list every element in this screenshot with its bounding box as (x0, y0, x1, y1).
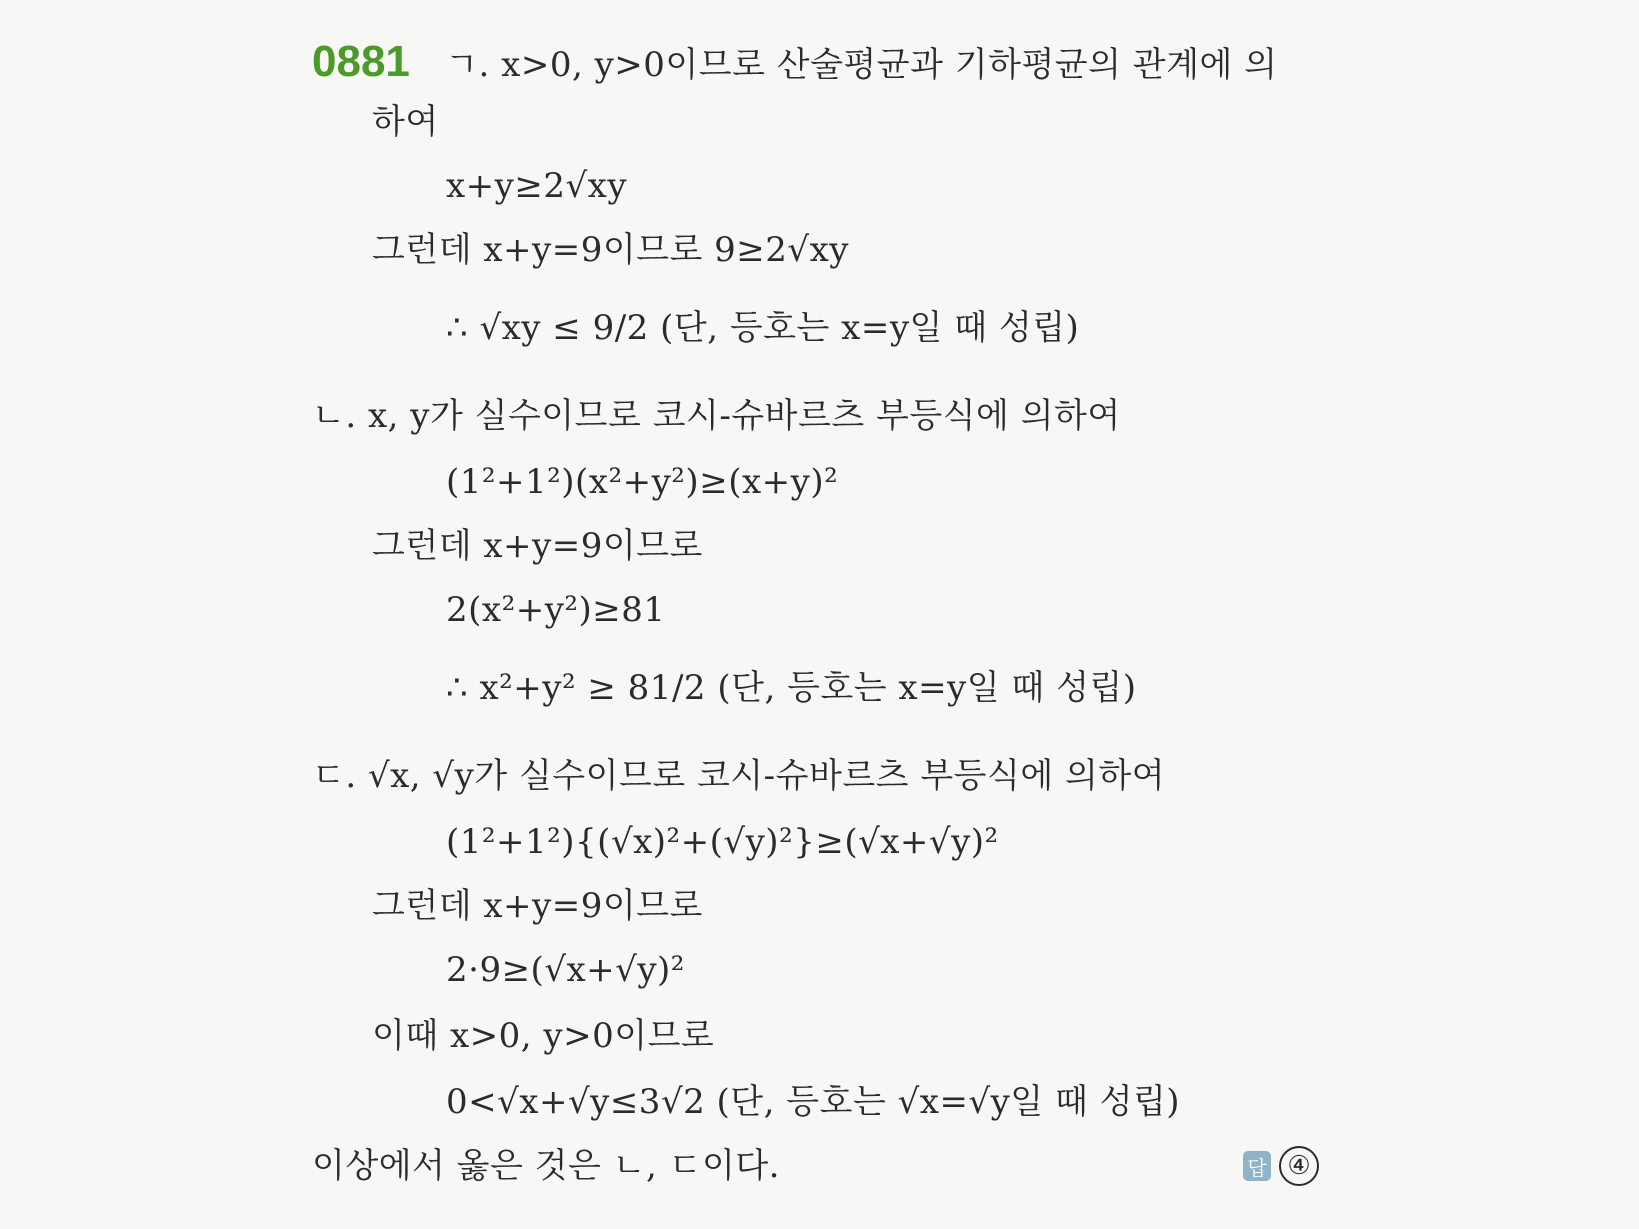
answer-marker (1243, 1142, 1319, 1190)
solution-line-13: 그런데 x+y=9이므로 (372, 886, 703, 926)
solution-line-12: (1²+1²){(√x)²+(√y)²}≥(√x+√y)² (446, 822, 999, 862)
solution-line-14: 2·9≥(√x+√y)² (446, 950, 685, 990)
solution-line-4: 그런데 x+y=9이므로 9≥2√xy (372, 230, 849, 270)
problem-number: 0881 (312, 37, 410, 86)
solution-line-10: ∴ x²+y² ≥ 81/2 (단, 등호는 x=y일 때 성립) (446, 668, 1137, 708)
answer-choice: ④ (1279, 1146, 1319, 1186)
solution-line-3: x+y≥2√xy (446, 166, 628, 206)
solution-line-9: 2(x²+y²)≥81 (446, 590, 666, 630)
solution-line-1-text: ㄱ. x>0, y>0이므로 산술평균과 기하평균의 관계에 의 (445, 45, 1278, 85)
solution-line-6: ㄴ. x, y가 실수이므로 코시-슈바르츠 부등식에 의하여 (312, 396, 1121, 436)
solution-line-11: ㄷ. √x, √y가 실수이므로 코시-슈바르츠 부등식에 의하여 (312, 756, 1166, 796)
solution-line-7: (1²+1²)(x²+y²)≥(x+y)² (446, 462, 839, 502)
solution-line-15: 이때 x>0, y>0이므로 (372, 1016, 715, 1056)
answer-badge-icon: 답 (1243, 1151, 1271, 1181)
solution-line-17: 이상에서 옳은 것은 ㄴ, ㄷ이다. (312, 1146, 780, 1186)
solution-line-1 (312, 38, 1277, 89)
solution-line-16: 0<√x+√y≤3√2 (단, 등호는 √x=√y일 때 성립) (446, 1082, 1181, 1122)
solution-line-2: 하여 (372, 102, 439, 142)
solution-line-5: ∴ √xy ≤ 9/2 (단, 등호는 x=y일 때 성립) (446, 308, 1080, 348)
solution-line-8: 그런데 x+y=9이므로 (372, 526, 703, 566)
